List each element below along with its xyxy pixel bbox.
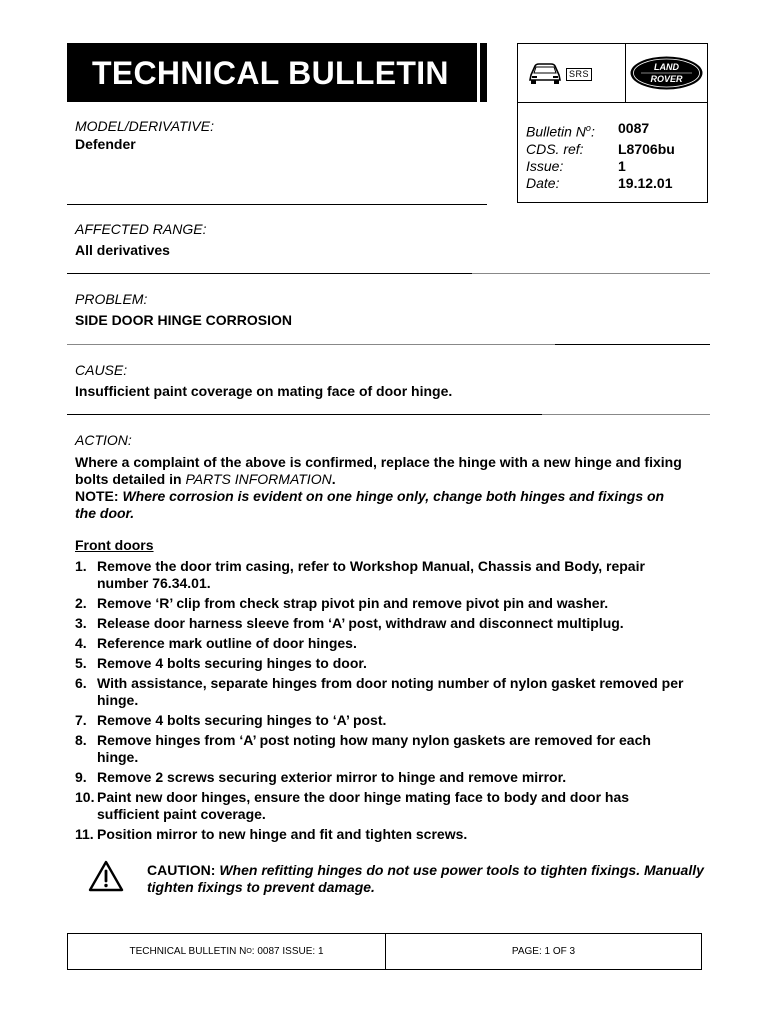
svg-text:LAND: LAND [654, 62, 679, 72]
affected-range-value: All derivatives [75, 242, 170, 258]
issue-label: Issue: [526, 157, 564, 174]
caution-body: When refitting hinges do not use power tools to tighten fixings. Manually tighten fixings to prevent damage. [147, 862, 704, 895]
cds-ref-row [526, 141, 675, 158]
divider [67, 414, 542, 415]
note-label: NOTE: [75, 488, 123, 504]
problem-value: SIDE DOOR HINGE CORROSION [75, 312, 293, 328]
divider [67, 204, 487, 205]
list-item [75, 769, 695, 786]
step-number: 11. [75, 825, 94, 842]
list-item [75, 615, 695, 632]
step-text: Release door harness sleeve from ‘A’ post, withdraw and disconnect multiplug. [97, 614, 624, 631]
problem-label: PROBLEM: [75, 291, 148, 307]
bulletin-details [526, 120, 675, 192]
page-title: TECHNICAL BULLETIN [92, 55, 449, 91]
cds-ref-value: L8706bu [618, 140, 675, 157]
caution-text [147, 862, 707, 896]
list-item [75, 595, 695, 612]
cause-label: CAUSE: [75, 362, 128, 378]
step-text: Remove the door trim casing, refer to Workshop Manual, Chassis and Body, repair number 76.34.01. [97, 558, 645, 591]
step-number: 9. [75, 769, 87, 785]
date-label: Date: [526, 174, 560, 191]
list-item [75, 635, 695, 652]
front-doors-heading: Front doors [75, 537, 154, 553]
date-row [526, 175, 675, 192]
step-text: Paint new door hinges, ensure the door hinge mating face to body and door has sufficient paint coverage. [97, 789, 630, 822]
srs-badge: SRS [566, 68, 592, 81]
affected-range-label: AFFECTED RANGE: [75, 221, 207, 237]
list-item [75, 558, 695, 591]
list-item [75, 675, 695, 708]
divider [472, 273, 710, 274]
step-text: Remove 4 bolts securing hinges to door. [97, 655, 367, 672]
step-text: Reference mark outline of door hinges. [97, 635, 357, 652]
step-number: 3. [75, 614, 87, 631]
step-text: Remove hinges from ‘A’ post noting how many nylon gaskets are removed for each hinge. [97, 732, 651, 765]
car-icon [527, 61, 563, 85]
step-number: 5. [75, 655, 87, 672]
step-text: Remove 4 bolts securing hinges to ‘A’ post. [97, 712, 387, 729]
bulletin-number-value: 0087 [618, 120, 650, 136]
cause-value: Insufficient paint coverage on mating face of door hinge. [75, 383, 453, 399]
title-banner [67, 43, 487, 102]
step-text: Position mirror to new hinge and fit and tighten screws. [97, 825, 468, 842]
date-value: 19.12.01 [618, 174, 673, 191]
action-text: Where a complaint of the above is confirmed, replace the hinge with a new hinge and fixing bolts detailed in PARTS INFORMATION. NOTE: Where corrosion is evident on one hinge only, change both hinges and fixings on the door. [75, 454, 682, 521]
footer [67, 933, 702, 970]
step-text: Remove 2 screws securing exterior mirror to hinge and remove mirror. [97, 769, 567, 785]
land-rover-logo [629, 55, 704, 91]
step-text: With assistance, separate hinges from door noting number of nylon gasket removed per hinge. [97, 675, 684, 708]
step-number: 7. [75, 712, 87, 729]
issue-row [526, 158, 675, 175]
procedure-steps [75, 558, 695, 846]
logo-divider-bottom [518, 102, 707, 103]
model-label: MODEL/DERIVATIVE: [75, 118, 214, 134]
note-text: Where corrosion is evident on one hinge only, change both hinges and fixings on the door. [75, 488, 665, 521]
step-number: 6. [75, 675, 87, 692]
list-item [75, 712, 695, 729]
svg-text:ROVER: ROVER [650, 74, 683, 84]
step-number: 8. [75, 732, 87, 749]
issue-value: 1 [618, 157, 626, 174]
bulletin-number-row [526, 120, 675, 141]
step-text: Remove ‘R’ clip from check strap pivot pin and remove pivot pin and washer. [97, 594, 609, 611]
divider [67, 344, 555, 345]
action-label: ACTION: [75, 432, 132, 448]
divider [67, 273, 472, 274]
warning-triangle-icon [88, 860, 124, 892]
footer-page-number: PAGE: 1 OF 3 [511, 946, 576, 957]
step-number: 10. [75, 789, 95, 806]
divider [542, 414, 710, 415]
divider [555, 344, 710, 345]
step-number: 4. [75, 635, 87, 652]
logo-divider [625, 44, 626, 102]
list-item [75, 655, 695, 672]
footer-bulletin-ref: TECHNICAL BULLETIN N O : 0087 ISSUE: 1 [68, 934, 386, 969]
list-item [75, 789, 695, 822]
parts-information-ref: PARTS INFORMATION [185, 471, 332, 487]
bulletin-number-label: Bulletin $N^o$: [526, 123, 595, 140]
list-item [75, 732, 695, 765]
title-notch [477, 43, 480, 102]
bulletin-info-box [517, 43, 708, 203]
step-number: 1. [75, 558, 87, 574]
caution-label: CAUTION: [147, 862, 220, 878]
list-item [75, 826, 695, 843]
model-value: Defender [75, 136, 136, 152]
step-number: 2. [75, 594, 87, 611]
cds-ref-label: CDS. ref: [526, 140, 584, 157]
